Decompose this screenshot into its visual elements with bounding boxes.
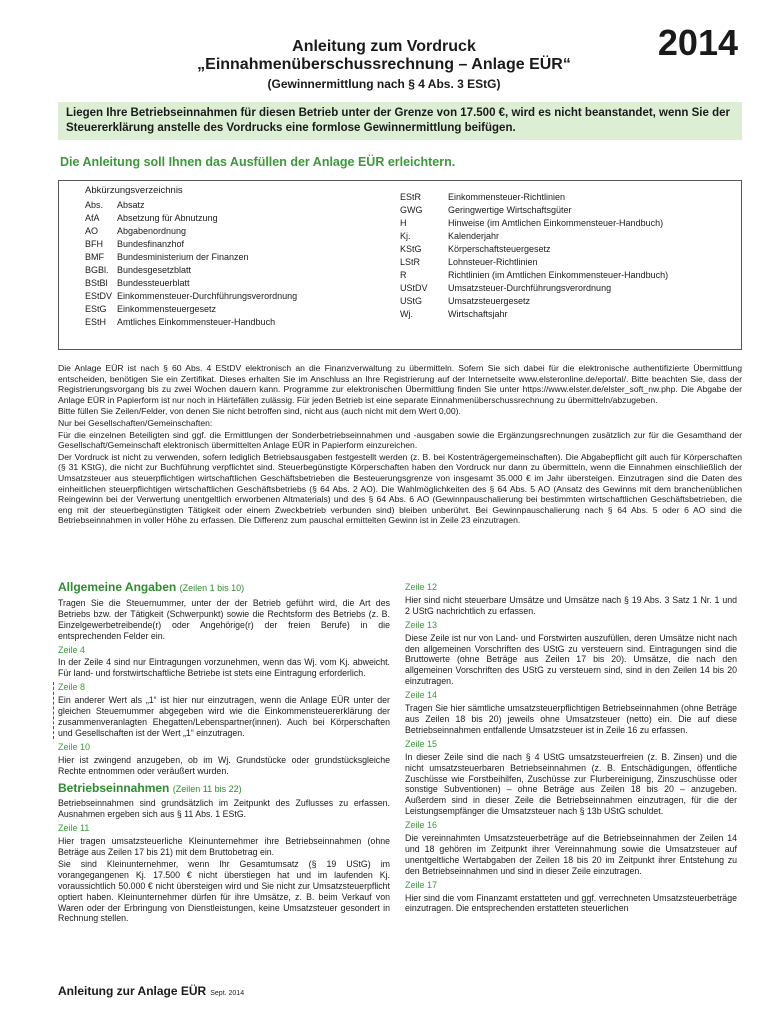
zeile-text: In der Zeile 4 sind nur Eintragungen vorzunehmen, wenn das Wj. vom Kj. abweicht. Für land- und forstwirtschaftliche Betriebe ist stets eine Eintragung erforderlich. (58, 657, 390, 679)
zeile-label: Zeile 14 (405, 690, 438, 701)
abbr-row: EStG Einkommensteuergesetz (85, 304, 217, 314)
abbr-row: BFH Bundesfinanzhof (85, 239, 185, 249)
zeile-text: In dieser Zeile sind die nach § 4 UStG umsatzsteuerfreien (z. B. Zinsen) und die nicht umsatzsteuerbaren Betriebseinnahmen (z. B. Entschädigungen, öffentliche Zuschüsse wie Forstbeihilfen, Zuschüsse zur Flurbereinigung, Zinszuschüsse oder sonstige Subventionen) – ohne Beträge aus Zeilen 18 bis 20 – anzugeben. Außerdem sind in dieser Zeile die Betriebseinnahmen einzutragen, für die der Leistungsempfänger die Umsatzsteuer nach § 13b UStG schuldet. (405, 751, 737, 817)
abbr-row: BMF Bundesministerium der Finanzen (85, 252, 249, 262)
abbreviations-right (400, 191, 715, 329)
zeile-label: Zeile 16 (405, 820, 438, 831)
abbr-row: BStBl Bundessteuerblatt (85, 278, 190, 288)
abbr-row: AfA Absetzung für Abnutzung (85, 213, 218, 223)
abbr-row: EStH Amtliches Einkommensteuer-Handbuch (85, 317, 276, 327)
abbr-row: H Hinweise (im Amtlichen Einkommensteuer-Handbuch) (400, 218, 664, 228)
zeile-text: Die vereinnahmten Umsatzsteuerbeträge auf die Betriebseinnahmen der Zeilen 14 und 18 gehören im Zeitpunkt ihrer Vereinnahmung sowie die Umsatzsteuer auf unentgeltliche Wertabgaben der Zeilen 18 bis 20 im Zeitpunkt ihrer Entstehung zu den Betriebseinnahmen und sind in dieser Zeile einzutragen. (405, 833, 737, 876)
zeile-text: Hier sind nicht steuerbare Umsätze und Umsätze nach § 19 Abs. 3 Satz 1 Nr. 1 und 2 UStG nachrichtlich zu erfassen. (405, 594, 737, 616)
section-text: Betriebseinnahmen sind grundsätzlich im Zeitpunkt des Zuflusses zu erfassen. Ausnahmen ergeben sich aus § 11 Abs. 1 EStG. (58, 798, 390, 820)
zeile-text: Hier tragen umsatzsteuerliche Kleinunternehmer ihre Betriebseinnahmen (ohne Beträge aus Zeilen 17 bis 21) mit dem Bruttobetrag ein. (58, 836, 390, 858)
abbr-row: Kj. Kalenderjahr (400, 231, 500, 241)
abbr-row: KStG Körperschaftsteuergesetz (400, 244, 551, 254)
footer-title: Anleitung zur Anlage EÜR (58, 984, 207, 998)
paragraph: Bitte füllen Sie Zeilen/Felder, von denen Sie nicht betroffen sind, nicht aus (auch nicht mit dem Wert 0,00). (58, 406, 461, 417)
zeile-label: Zeile 17 (405, 879, 438, 890)
zeile-text: Hier ist zwingend anzugeben, ob im Wj. Grundstücke oder grundstücksgleiche Rechte entnommen oder veräußert wurden. (58, 754, 390, 776)
changed-marker-block (53, 682, 390, 739)
footer (58, 984, 244, 998)
title-block (0, 38, 768, 92)
paragraph: Für die einzelnen Beteiligten sind ggf. die Ermittlungen der Sonderbetriebseinnahmen und -ausgaben sowie die Ergänzungsrechnungen zusätzlich zur für die Gesamthand der Gesellschaft/Gemeinschaft elektronisch übermittelten Anlage EÜR in Papierform einzureichen. (58, 429, 742, 451)
left-column (58, 582, 390, 925)
zeile-text: Hier sind die vom Finanzamt erstatteten und ggf. verrechneten Umsatzsteuerbeträge einzutragen. Die entsprechenden erstatteten steuerlichen (405, 892, 737, 914)
zeile-label: Zeile 8 (58, 682, 86, 693)
paragraph: Der Vordruck ist nicht zu verwenden, sofern lediglich Betriebsausgaben festgestellt werden (z. B. bei Kostenträgergemeinschaften). Die Abgabepflicht gilt auch für Körperschaften (§ 31 KStG), die nicht zur Buchführung verpflichtet sind. Steuerbegünstigte Körperschaften haben den Vordruck nur dann zu übermitteln, wenn die Einnahmen einschließlich der Umsatzsteuer aus steuerpflichtigen wirtschaftlichen Geschäftsbetrieben die Besteuerungsgrenze von insgesamt 35.000 € im Jahr übersteigen. Einzutragen sind die Daten des einheitlichen steuerpflichtigen wirtschaftlichen Geschäftsbetriebs (§ 64 Abs. 2 AO). Die Wahlmöglichkeiten des § 64 Abs. 5 AO (Ansatz des Gewinns mit dem branchenüblichen Reingewinn bei der Verwertung unentgeltlich erworbenen Altmaterials) und des § 64 Abs. 6 AO (Gewinnpauschalierung bei bestimmten wirtschaftlichen Geschäftsbetrieben, die eng mit der steuerbegünstigten Tätigkeit oder einem Zweckbetrieb verbunden sind) bleiben unberührt. Bei Gewinnpauschalierung nach § 64 Abs. 5 oder 6 AO sind die Betriebseinnahmen in voller Höhe zu erfassen. Die Differenz zum pauschal ermittelten Gewinn ist in Zeile 23 einzutragen. (58, 451, 742, 526)
abbr-row: UStG Umsatzsteuergesetz (400, 296, 531, 306)
zeile-text: Sie sind Kleinunternehmer, wenn Ihr Gesamtumsatz (§ 19 UStG) im vorangegangenen Kj. 17.500 € nicht überstiegen hat und im laufenden Kj. voraussichtlich 50.000 € nicht übersteigen wird und Sie nicht zur Umsatzsteuerpflicht optiert haben. Kleinunternehmer dürfen für ihre Umsätze, z. B. beim Verkauf von Waren oder der Erbringung von Dienstleistungen, keine Umsatzsteuer gesondert in Rechnung stellen. (58, 858, 390, 924)
abbr-row: EStR Einkommensteuer-Richtlinien (400, 192, 566, 202)
zeile-label: Zeile 4 (58, 644, 86, 655)
zeile-text: Diese Zeile ist nur von Land- und Forstwirten auszufüllen, deren Umsätze nicht nach den allgemeinen Vorschriften des UStG zu versteuern sind. Eintragungen sind die Bruttowerte (ohne Beträge aus Zeilen 17 bis 20). Umsätze, die nach den allgemeinen Vorschriften des UStG zu versteuern sind, sind in den Zeilen 14 bis 20 einzutragen. (405, 632, 737, 687)
abbr-row: AO Abgabenordnung (85, 226, 187, 236)
intro-text: Die Anleitung soll Ihnen das Ausfüllen der Anlage EÜR erleichtern. (60, 155, 456, 169)
abbreviations-box (58, 180, 742, 350)
title-line-3: (Gewinnermittlung nach § 4 Abs. 3 EStG) (267, 77, 501, 91)
title-line-2: „Einnahmenüberschussrechnung – Anlage EÜR“ (197, 56, 571, 73)
zeile-text: Ein anderer Wert als „1“ ist hier nur einzutragen, wenn die Anlage EÜR unter der gleichen Steuernummer abgegeben wird wie die Einkommensteuererklärung der zusammenveranlagten Ehegatten/Lebenspartner(innen). Auch bei Körperschaften und Gesellschaften ist der Wert „1“ einzutragen. (58, 695, 390, 738)
right-column (405, 582, 737, 915)
zeile-label: Zeile 15 (405, 738, 438, 749)
abbreviations-left (85, 199, 400, 329)
zeile-label: Zeile 10 (58, 741, 91, 752)
abbr-row: Abs. Absatz (85, 200, 145, 210)
footer-date: Sept. 2014 (210, 990, 245, 997)
zeile-label: Zeile 13 (405, 619, 438, 630)
year-label: 2014 (657, 22, 738, 63)
paragraph: Die Anlage EÜR ist nach § 60 Abs. 4 EStDV elektronisch an die Finanzverwaltung zu übermitteln. Sofern Sie sich dabei für die elektronische authentifizierte Übermittlung entscheiden, benötigen Sie ein Zertifikat. Dieses erhalten Sie im Anschluss an Ihre Registrierung auf der Internetseite www.elsteronline.de/eportal/. Bitte beachten Sie, dass der Registrierungsvorgang bis zu zwei Wochen dauern kann. Programme zur elektronischen Übermittlung finden Sie unter https://www.elster.de/elster_soft_nw.php. Die Abgabe der Anlage EÜR in Papierform ist nur noch in Härtefällen zulässig. Für jeden Betrieb ist eine separate Einnahmenüberschussrechnung zu übermitteln/abzugeben. (58, 363, 742, 405)
abbr-row: Wj. Wirtschaftsjahr (400, 309, 508, 319)
abbreviations-title: Abkürzungsverzeichnis (85, 185, 183, 196)
zeile-label: Zeile 11 (58, 823, 90, 834)
abbr-row: GWG Geringwertige Wirtschaftsgüter (400, 205, 572, 215)
title-line-1: Anleitung zum Vordruck (292, 38, 476, 55)
abbr-row: BGBl. Bundesgesetzblatt (85, 265, 192, 275)
notice-box: Liegen Ihre Betriebseinnahmen für diesen Betrieb unter der Grenze von 17.500 €, wird es nicht beanstandet, wenn Sie der Steuererklärung anstelle des Vordrucks eine formlose Gewinnermittlung beifügen. (58, 102, 742, 140)
abbr-row: UStDV Umsatzsteuer-Durchführungsverordnung (400, 283, 612, 293)
abbr-row: R Richtlinien (im Amtlichen Einkommensteuer-Handbuch) (400, 270, 669, 280)
section-text: Tragen Sie die Steuernummer, unter der der Betrieb geführt wird, die Art des Betriebs bzw. der Tätigkeit (Schwerpunkt) sowie die Rechtsform des Betriebs (z. B. Einzelgewerbetreibende(r) oder Angehörige(r) der freien Berufe) in die entsprechenden Felder ein. (58, 597, 390, 641)
general-paragraphs (58, 363, 742, 527)
section-heading-general: Allgemeine Angaben (Zeilen 1 bis 10) (58, 580, 245, 594)
paragraph: Nur bei Gesellschaften/Gemeinschaften: (58, 417, 213, 428)
abbr-row: EStDV Einkommensteuer-Durchführungsverordnung (85, 291, 298, 301)
abbr-row: LStR Lohnsteuer-Richtlinien (400, 257, 538, 267)
zeile-text: Tragen Sie hier sämtliche umsatzsteuerpflichtigen Betriebseinnahmen (ohne Beträge aus Zeilen 18 bis 20) jeweils ohne Umsatzsteuer (netto) ein. Die auf diese Betriebseinnahmen entfallende Umsatzsteuer ist in Zeile 16 zu erfassen. (405, 703, 737, 735)
section-heading-income: Betriebseinnahmen (Zeilen 11 bis 22) (58, 780, 242, 795)
zeile-label: Zeile 12 (405, 582, 438, 592)
